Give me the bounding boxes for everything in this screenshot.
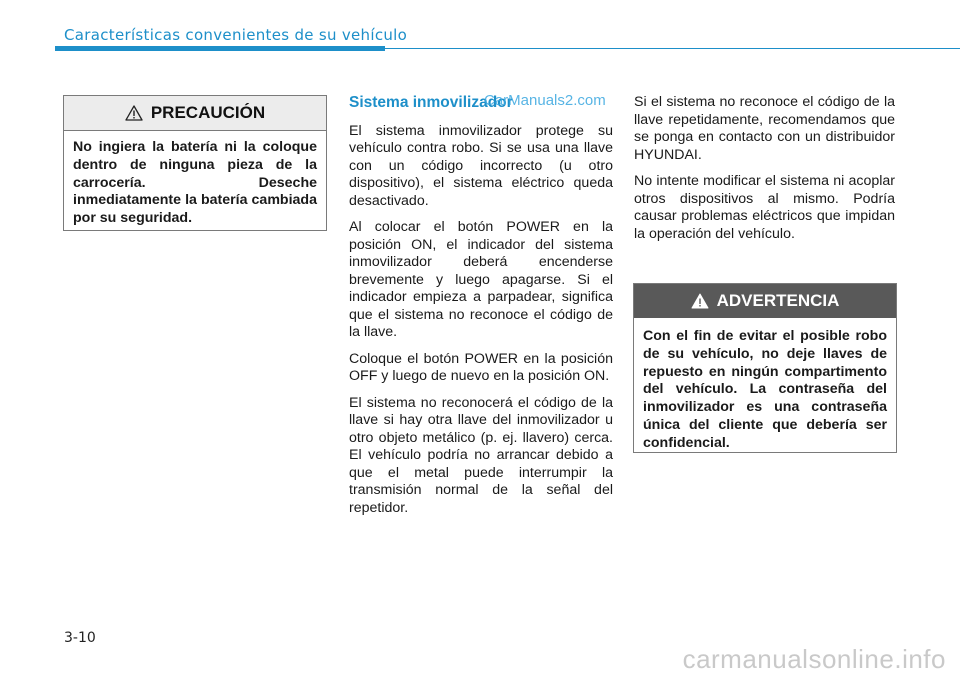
immobilizer-section xyxy=(349,94,613,526)
header-section-title: Características convenientes de su vehículo xyxy=(64,26,408,44)
caution-text: No ingiera la batería ni la coloque dentro de ninguna pieza de la carrocería. Deseche inmediatamente la batería cambiada por su seguridad. xyxy=(73,139,317,227)
caution-title: PRECAUCIÓN xyxy=(150,103,266,122)
right-paragraph-1: Si el sistema no reconoce el código de la llave repetidamente, recomendamos que se ponga en contacto con un distribuidor HYUNDAI. xyxy=(634,94,895,163)
header-divider-line xyxy=(385,48,960,49)
caution-box xyxy=(63,95,327,231)
immobilizer-title-text: Sistema inmovilizador xyxy=(349,94,513,111)
caution-header xyxy=(64,96,326,131)
immobilizer-paragraph-1: El sistema inmovilizador protege su vehículo contra robo. Si se usa una llave con un código incorrecto (u otro dispositivo), el sistema eléctrico queda desactivado. xyxy=(349,122,613,209)
page-number: 3-10 xyxy=(64,630,96,646)
warning-triangle-filled-icon xyxy=(691,293,709,309)
immobilizer-paragraph-4: El sistema no reconocerá el código de la llave si hay otra llave del inmovilizador u otro objeto metálico (p. ej. llavero) cerca. El vehículo podría no arrancar debido a que el metal puede interrumpir la transmisión normal de la señal del repetidor. xyxy=(349,394,613,516)
right-column xyxy=(634,94,895,252)
site-watermark: CarManuals2.com xyxy=(484,92,606,109)
header-accent-bar xyxy=(55,46,385,51)
footer-watermark: carmanualsonline.info xyxy=(682,644,946,674)
warning-triangle-icon xyxy=(125,105,143,121)
right-paragraph-2: No intente modificar el sistema ni acoplar otros dispositivos al mismo. Podría causar problemas eléctricos que impidan la operación del vehículo. xyxy=(634,173,895,242)
immobilizer-paragraph-2: Al colocar el botón POWER en la posición ON, el indicador del sistema inmovilizador deberá encenderse brevemente y luego apagarse. Si el indicador empieza a parpadear, significa que el sistema no reconoce el código de la llave. xyxy=(349,219,613,340)
warning-text: Con el fin de evitar el posible robo de su vehículo, no deje llaves de repuesto en ningún compartimento del vehículo. La contraseña del inmovilizador es una contraseña única del cliente que debería ser confidencial. xyxy=(643,328,887,451)
warning-title: ADVERTENCIA xyxy=(716,291,840,310)
immobilizer-title xyxy=(349,94,613,112)
immobilizer-paragraph-3: Coloque el botón POWER en la posición OFF y luego de nuevo en la posición ON. xyxy=(349,350,613,384)
warning-box xyxy=(633,283,897,453)
warning-header xyxy=(634,284,896,318)
